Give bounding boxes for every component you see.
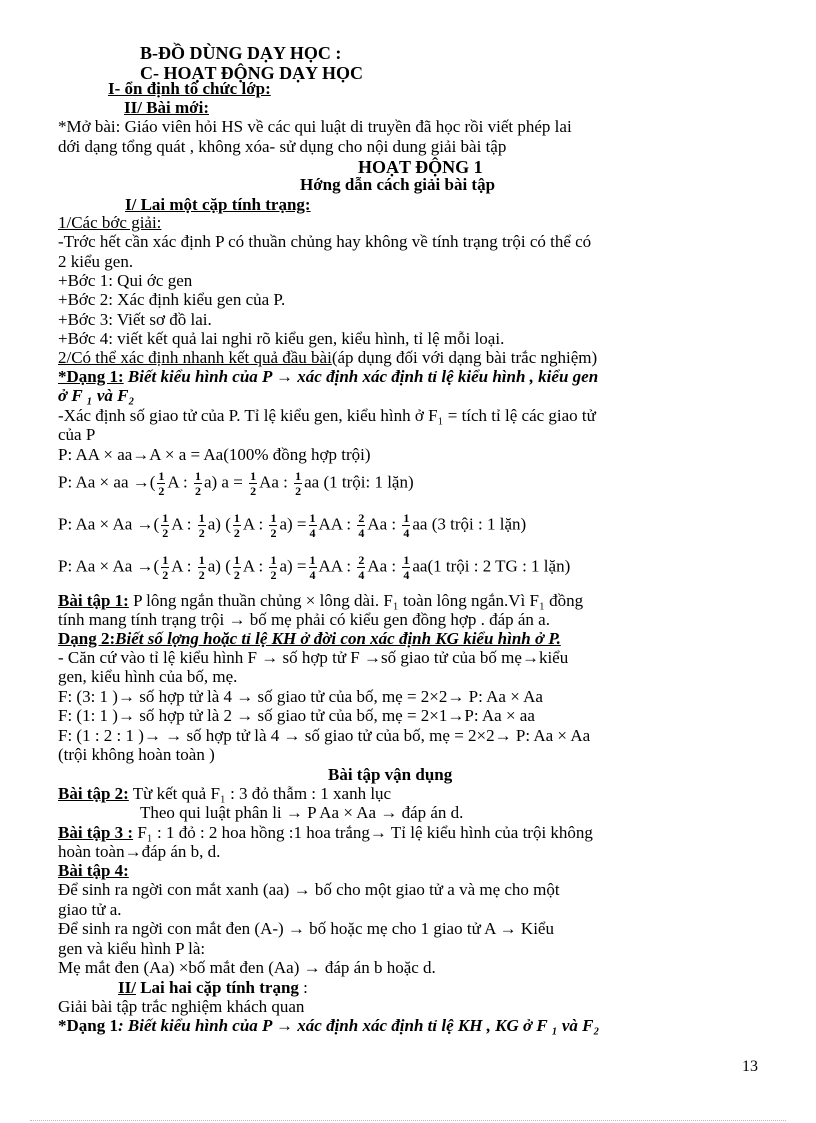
- frac-num: 1: [158, 469, 165, 483]
- f2-part-b: A :: [167, 472, 192, 492]
- f3-part-c: a) (: [207, 514, 231, 534]
- frac-num: 1: [295, 469, 302, 483]
- frac-num: 1: [270, 553, 277, 567]
- heading-i: I- ổn định tổ chức lớp:: [108, 79, 271, 98]
- formula-1: P: AA × aa→A × a = Aa(100% đồng hợp trội): [58, 445, 371, 464]
- bt4-l3: Để sinh ra ngời con mắt đen (A-) → bố hoặc mẹ cho 1 giao tử A → Kiểu: [58, 919, 554, 938]
- bt4-l2: giao tử a.: [58, 900, 122, 919]
- frac-den: 2: [162, 526, 169, 540]
- bt3-label: Bài tập 3 :: [58, 823, 134, 842]
- f4-part-e: a) =: [279, 556, 307, 576]
- frac-num: 1: [162, 511, 169, 525]
- section2-num: II/: [118, 978, 136, 997]
- dang1-label: *Dạng 1:: [58, 367, 124, 386]
- frac-num: 2: [358, 511, 365, 525]
- bt2-text: Từ kết quả F₁ : 3 đỏ thẫm : 1 xanh lục: [128, 784, 392, 803]
- quick-method: [58, 349, 597, 367]
- frac-den: 2: [233, 526, 240, 540]
- frac-den: 2: [233, 568, 240, 582]
- bt3-text: F₁ : 1 đỏ : 2 hoa hồng :1 hoa trắng→ Tỉ lệ kiểu hình của trội không: [133, 823, 593, 842]
- step-4: +Bớc 4: viết kết quả lai nghi rõ kiểu gen, kiểu hình, tỉ lệ mỗi loại.: [58, 329, 505, 348]
- dang1-line: [58, 368, 598, 386]
- quick-method-title: 2/Có thể xác định nhanh kết quả đầu bài: [58, 348, 332, 367]
- activity-subtitle: Hớng dẫn cách giải bài tập: [300, 175, 496, 194]
- frac-num: 1: [309, 553, 316, 567]
- frac-den: 2: [198, 568, 205, 582]
- bt2-line: [58, 785, 391, 803]
- dang1-text: Biết kiểu hình của P → xác định xác định tỉ lệ kiểu hình , kiểu gen: [123, 367, 599, 386]
- intro-line-2: dới dạng tổng quát , không xóa- sử dụng cho nội dung giải bài tập: [58, 137, 507, 156]
- f4-part-g: Aa :: [367, 556, 401, 576]
- bt4-l5: Mẹ mắt đen (Aa) ×bố mắt đen (Aa) → đáp án b hoặc d.: [58, 958, 436, 977]
- frac-den: 2: [198, 526, 205, 540]
- frac-num: 1: [162, 553, 169, 567]
- bt4-label: Bài tập 4:: [58, 861, 129, 880]
- fraction-two-quarters: [357, 554, 365, 581]
- f4-part-c: a) (: [207, 556, 231, 576]
- dang1-desc-2: của P: [58, 425, 96, 444]
- frac-num: 1: [403, 553, 410, 567]
- dang2-l3: F: (3: 1 )→ số hợp tử là 4 → số giao tử của bố, mẹ = 2×2→ P: Aa × Aa: [58, 687, 543, 706]
- fraction-half: [233, 554, 241, 581]
- bt2-label: Bài tập 2:: [58, 784, 129, 803]
- dang2-text: Biết số lợng hoặc tỉ lệ KH ở đời con xác định KG kiểu hình ở P.: [115, 629, 561, 648]
- fraction-half: [198, 554, 206, 581]
- frac-den: 2: [270, 526, 277, 540]
- page-number: 13: [742, 1058, 758, 1075]
- fraction-half: [161, 512, 169, 539]
- section2-dang1-label: *Dạng 1: [58, 1016, 118, 1035]
- fraction-half: [161, 554, 169, 581]
- f3-part-b: A :: [171, 514, 196, 534]
- f2-part-a: P: Aa × aa →(: [58, 472, 156, 492]
- heading-ii: II/ Bài mới:: [124, 98, 209, 117]
- bt1-line: [58, 592, 583, 610]
- f3-part-f: AA :: [318, 514, 356, 534]
- f4-part-d: A :: [242, 556, 268, 576]
- f3-part-a: P: Aa × Aa →(: [58, 514, 160, 534]
- frac-num: 1: [198, 511, 205, 525]
- fraction-quarter: [402, 512, 410, 539]
- fraction-half: [233, 512, 241, 539]
- frac-den: 2: [162, 568, 169, 582]
- fraction-half: [157, 470, 165, 497]
- bt2-line-2: Theo qui luật phân li → P Aa × Aa → đáp án d.: [140, 803, 464, 822]
- frac-num: 1: [194, 469, 201, 483]
- section2-dang1-text: : Biết kiểu hình của P → xác định xác định tỉ lệ KH , KG ở F ₁ và F₂: [117, 1016, 600, 1035]
- quick-method-note: (áp dụng đối với dạng bài trắc nghiệm): [331, 348, 598, 367]
- section2-name: Lai hai cặp tính trạng: [135, 978, 299, 997]
- step-1: +Bớc 1: Qui ớc gen: [58, 271, 193, 290]
- f2-part-c: a) a =: [203, 472, 248, 492]
- steps-para-1: -Trớc hết cần xác định P có thuần chủng hay không về tính trạng trội có thể có: [58, 232, 592, 251]
- step-2: +Bớc 2: Xác định kiểu gen của P.: [58, 290, 286, 309]
- frac-num: 1: [270, 511, 277, 525]
- frac-den: 2: [295, 484, 302, 498]
- fraction-half: [269, 554, 277, 581]
- bt1-line-2: tính mang tính trạng trội → bố mẹ phải có kiểu gen đồng hợp . đáp án a.: [58, 610, 550, 629]
- dang2-l6: (trội không hoàn toàn ): [58, 745, 215, 764]
- frac-den: 2: [250, 484, 257, 498]
- dang1-line-2: ở F ₁ và F₂: [58, 386, 135, 405]
- frac-num: 1: [198, 553, 205, 567]
- bt1-text: P lông ngắn thuần chủng × lông dài. F₁ toàn lông ngắn.Vì F₁ đồng: [128, 591, 584, 610]
- fraction-half: [294, 470, 302, 497]
- formula-4: [58, 554, 570, 581]
- fraction-quarter: [309, 554, 317, 581]
- f2-part-e: aa (1 trội: 1 lặn): [304, 472, 414, 492]
- frac-num: 1: [309, 511, 316, 525]
- fraction-half: [269, 512, 277, 539]
- formula-2: [58, 470, 414, 497]
- dang2-l2: gen, kiểu hình của bố, mẹ.: [58, 667, 238, 686]
- section2-l1: Giải bài tập trắc nghiệm khách quan: [58, 997, 305, 1016]
- f4-part-a: P: Aa × Aa →(: [58, 556, 160, 576]
- f3-part-e: a) =: [279, 514, 307, 534]
- frac-den: 4: [403, 526, 410, 540]
- fraction-half: [194, 470, 202, 497]
- bt3-line: [58, 824, 593, 842]
- dang2-l4: F: (1: 1 )→ số hợp tử là 2 → số giao tử của bố, mẹ = 2×1→P: Aa × aa: [58, 706, 535, 725]
- practice-title: Bài tập vận dụng: [328, 765, 453, 784]
- step-3: +Bớc 3: Viết sơ đồ lai.: [58, 310, 212, 329]
- dang1-desc-1: -Xác định số giao tử của P. Tỉ lệ kiểu gen, kiểu hình ở F₁ = tích tỉ lệ các giao tử: [58, 406, 596, 425]
- frac-num: 2: [358, 553, 365, 567]
- f3-part-g: Aa :: [367, 514, 401, 534]
- frac-den: 2: [194, 484, 201, 498]
- f4-part-f: AA :: [318, 556, 356, 576]
- steps-para-2: 2 kiểu gen.: [58, 252, 134, 271]
- frac-den: 4: [403, 568, 410, 582]
- heading-c: C- HOẠT ĐỘNG DẠY HỌC: [140, 63, 364, 83]
- f3-part-d: A :: [242, 514, 268, 534]
- bt4-l1: Để sinh ra ngời con mắt xanh (aa) → bố cho một giao tử a và mẹ cho một: [58, 880, 560, 899]
- fraction-half: [198, 512, 206, 539]
- f3-part-h: aa (3 trội : 1 lặn): [412, 514, 527, 534]
- activity-title: HOẠT ĐỘNG 1: [358, 157, 483, 177]
- fraction-two-quarters: [357, 512, 365, 539]
- heading-b: B-ĐỒ DÙNG DẠY HỌC :: [140, 43, 342, 63]
- section2-title: [118, 979, 308, 997]
- frac-num: 1: [403, 511, 410, 525]
- intro-line-1: *Mở bài: Giáo viên hỏi HS về các qui luật di truyền đã học rồi viết phép lai: [58, 117, 572, 136]
- frac-den: 2: [158, 484, 165, 498]
- fraction-quarter: [402, 554, 410, 581]
- section1-title: I/ Lai một cặp tính trạng:: [125, 195, 311, 214]
- frac-den: 4: [358, 526, 365, 540]
- dang2-l1: - Căn cứ vào tỉ lệ kiểu hình F → số hợp tử F →số giao tử của bố mẹ→kiểu: [58, 648, 569, 667]
- dang2-line: [58, 630, 561, 648]
- formula-3: [58, 512, 526, 539]
- page-bottom-divider: [30, 1120, 786, 1121]
- frac-den: 2: [270, 568, 277, 582]
- section2-dang1: [58, 1017, 599, 1035]
- bt3-line-2: hoàn toàn→đáp án b, d.: [58, 842, 221, 861]
- dang2-label: Dạng 2:: [58, 629, 116, 648]
- frac-den: 4: [309, 526, 316, 540]
- steps-title: 1/Các bớc giải:: [58, 213, 162, 232]
- f4-part-h: aa(1 trội : 2 TG : 1 lặn): [412, 556, 571, 576]
- bt4-l4: gen và kiểu hình P là:: [58, 939, 206, 958]
- frac-num: 1: [233, 553, 240, 567]
- dang2-l5: F: (1 : 2 : 1 )→ → số hợp tử là 4 → số giao tử của bố, mẹ = 2×2→ P: Aa × Aa: [58, 726, 591, 745]
- frac-den: 4: [358, 568, 365, 582]
- bt1-label: Bài tập 1:: [58, 591, 129, 610]
- f4-part-b: A :: [171, 556, 196, 576]
- fraction-quarter: [309, 512, 317, 539]
- frac-num: 1: [233, 511, 240, 525]
- frac-den: 4: [309, 568, 316, 582]
- frac-num: 1: [250, 469, 257, 483]
- f2-part-d: Aa :: [259, 472, 293, 492]
- fraction-half: [249, 470, 257, 497]
- section2-colon: :: [298, 978, 308, 997]
